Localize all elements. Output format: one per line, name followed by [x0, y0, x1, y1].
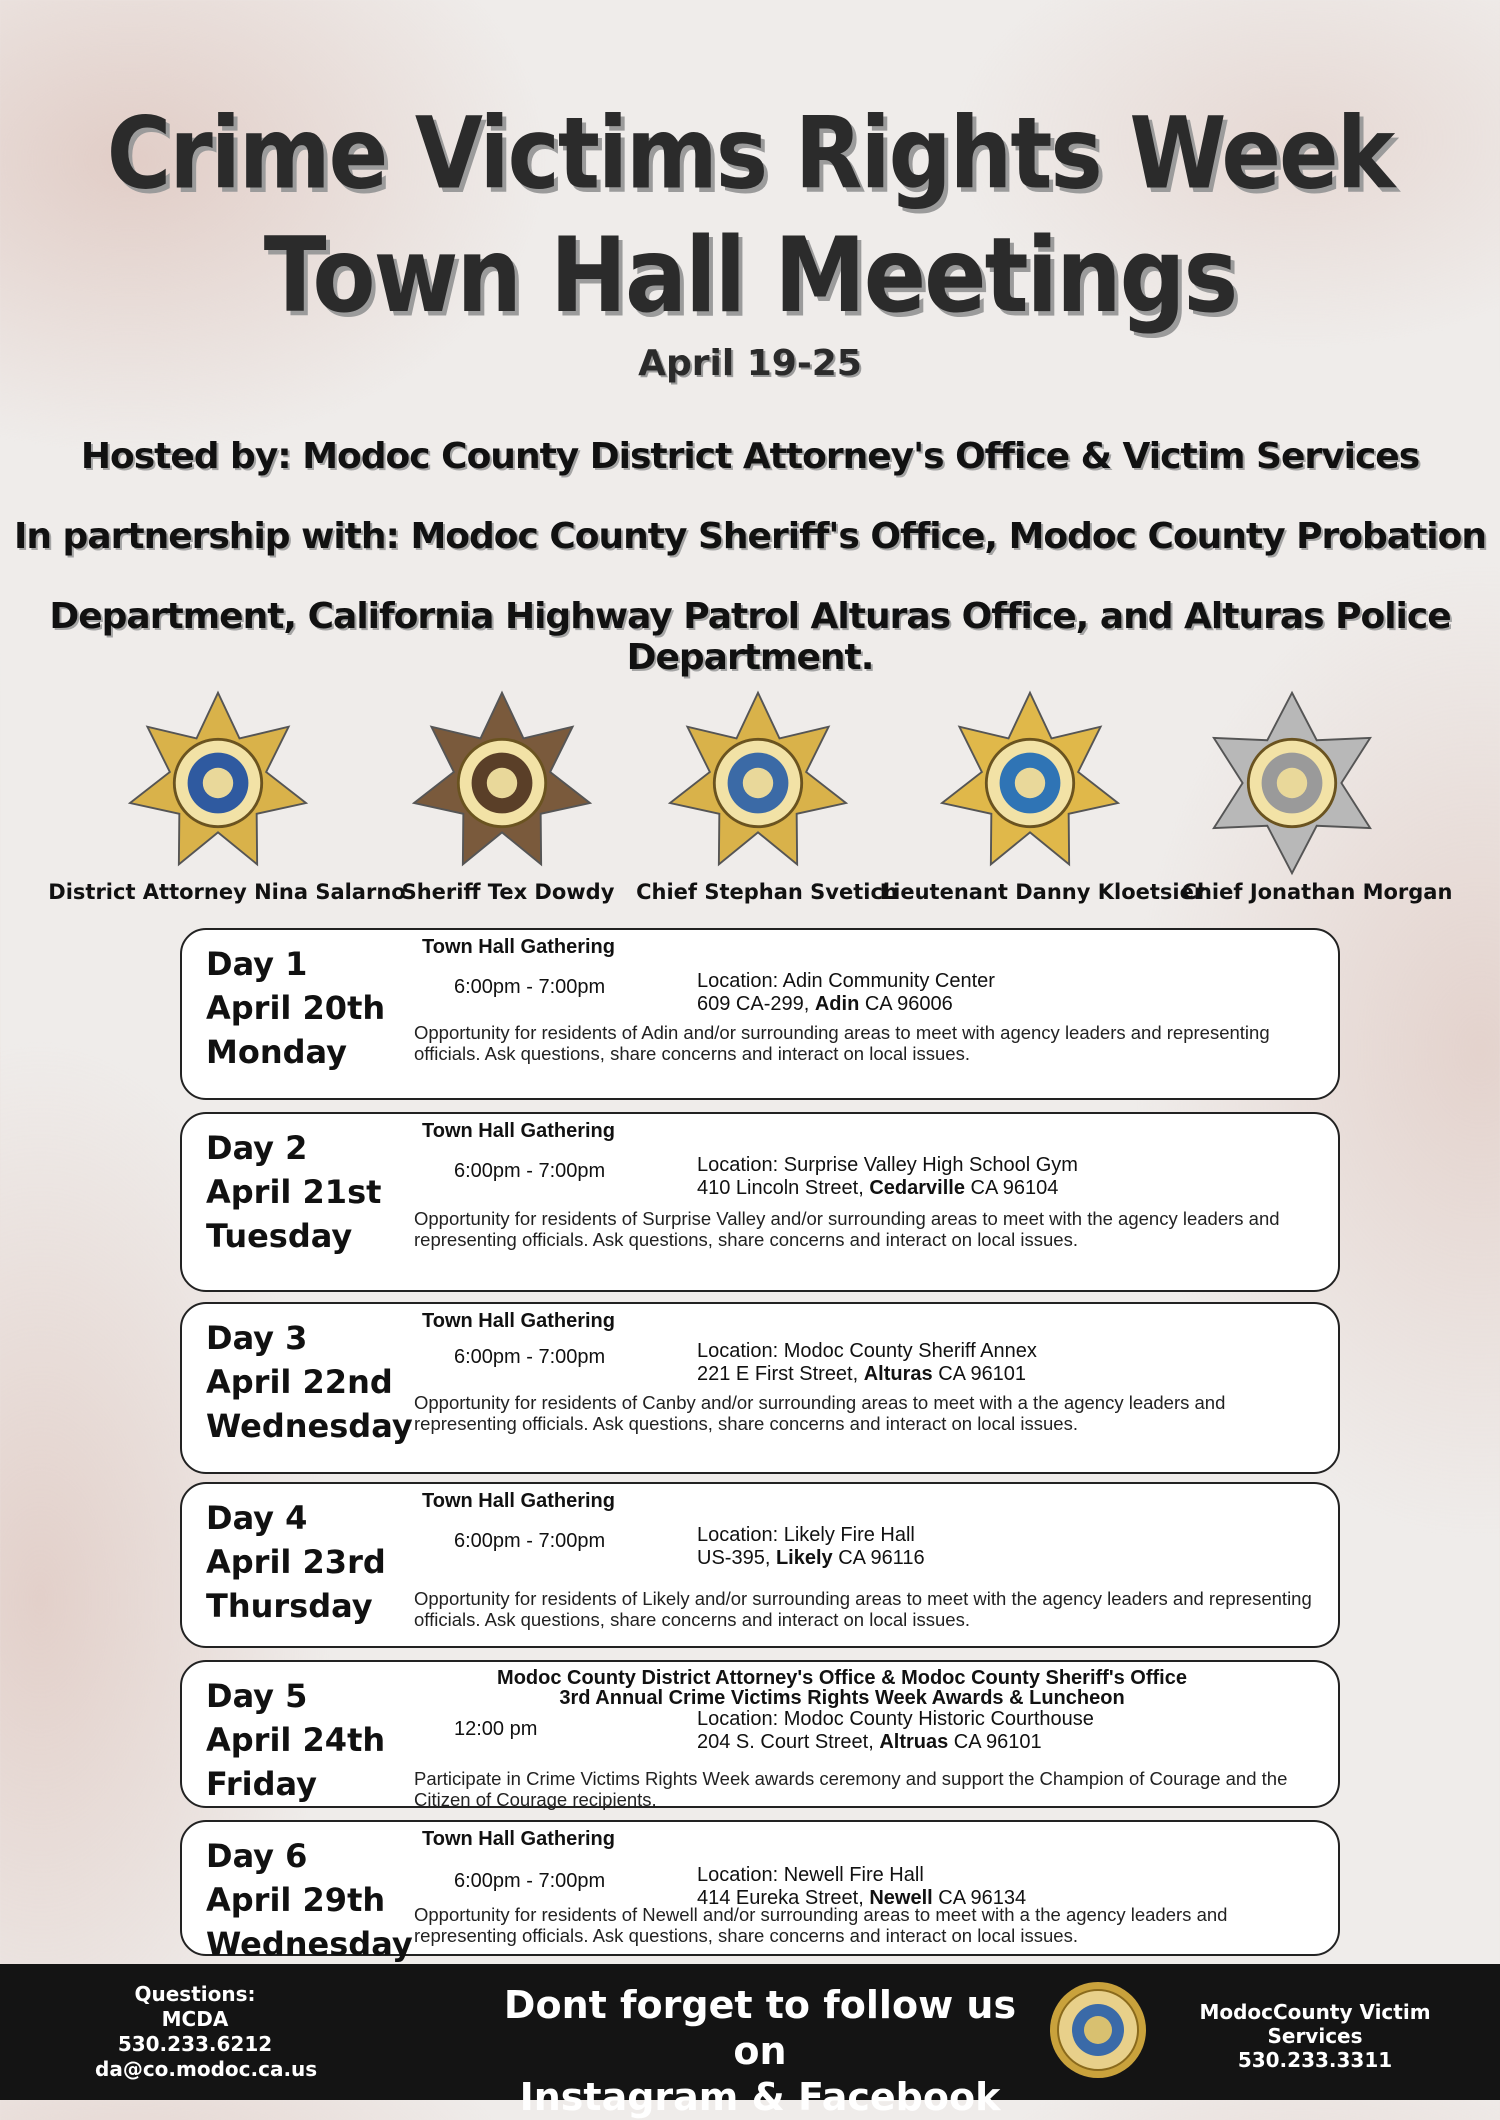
- event-description: Opportunity for residents of Canby and/or surrounding areas to meet with a the agency leaders and representing officials. Ask questions, share concerns and interact on local issues.: [414, 1392, 1226, 1434]
- event-time: 12:00 pm: [454, 1718, 538, 1740]
- event-heading-line-2: 3rd Annual Crime Victims Rights Week Awards & Luncheon: [559, 1687, 1125, 1709]
- location-address: [697, 1731, 1094, 1754]
- address-zip: CA 96116: [838, 1547, 925, 1569]
- event-card: [180, 1112, 1340, 1292]
- location-name: Location: Adin Community Center: [697, 970, 995, 992]
- event-location: [697, 1524, 925, 1570]
- address-city: Cedarville: [869, 1177, 965, 1199]
- badge-star-icon: [1197, 688, 1387, 878]
- day-weekday: Wednesday: [206, 1407, 413, 1445]
- day-number: Day 5: [206, 1677, 308, 1715]
- event-card: [180, 1302, 1340, 1474]
- location-address: [697, 1177, 1078, 1200]
- address-zip: CA 96101: [953, 1731, 1042, 1753]
- event-description: Opportunity for residents of Likely and/or surrounding areas to meet with the agency leaders and representing officials. Ask questions, share concerns and interact on local issues.: [414, 1588, 1312, 1630]
- event-location: [697, 1708, 1094, 1754]
- location-address: [697, 1363, 1037, 1386]
- day-date: April 22nd: [206, 1363, 393, 1401]
- event-time: 6:00pm - 7:00pm: [454, 1530, 606, 1552]
- address-street: 204 S. Court Street,: [697, 1731, 874, 1753]
- location-name: Location: Surprise Valley High School Gym: [697, 1154, 1078, 1176]
- event-card: [180, 1660, 1340, 1808]
- address-city: Alturas: [863, 1363, 933, 1385]
- day-number: Day 4: [206, 1499, 308, 1537]
- event-location: [697, 1154, 1078, 1200]
- address-street: 414 Eureka Street,: [697, 1887, 864, 1909]
- location-address: [697, 1547, 925, 1570]
- event-time: 6:00pm - 7:00pm: [454, 1346, 606, 1368]
- address-city: Likely: [775, 1547, 833, 1569]
- address-street: 410 Lincoln Street,: [697, 1177, 864, 1199]
- badge-star-icon: [935, 688, 1125, 878]
- location-name: Location: Modoc County Sheriff Annex: [697, 1340, 1037, 1362]
- day-number: Day 2: [206, 1129, 308, 1167]
- partnership-line-2: Department, California Highway Patrol Alturas Office, and Alturas Police Department.: [49, 596, 1451, 678]
- day-number: Day 1: [206, 945, 308, 983]
- follow-line-1: Dont forget to follow us on: [503, 1983, 1017, 2073]
- victim-services-phone: 530.233.3311: [1237, 2048, 1393, 2072]
- event-description: Opportunity for residents of Newell and/or surrounding areas to meet with a the agency leaders and representing officials. Ask questions, share concerns and interact on local issues.: [414, 1904, 1228, 1946]
- day-date: April 29th: [206, 1881, 386, 1919]
- follow-line-2: Instagram & Facebook: [519, 2075, 1001, 2119]
- address-city: Adin: [814, 993, 860, 1015]
- location-name: Location: Likely Fire Hall: [697, 1524, 915, 1546]
- event-description: Opportunity for residents of Adin and/or surrounding areas to meet with agency leaders and representing officials. Ask questions, share concerns and interact on local issues.: [414, 1022, 1270, 1064]
- agency-badge: [118, 688, 318, 878]
- day-date: April 24th: [206, 1721, 386, 1759]
- questions-label: Questions:: [134, 1982, 256, 2006]
- address-street: US-395,: [697, 1547, 771, 1569]
- event-time: 6:00pm - 7:00pm: [454, 976, 606, 998]
- agency-badge: [930, 688, 1130, 878]
- event-heading: Town Hall Gathering: [422, 1310, 615, 1332]
- victim-services-contact: [1165, 2000, 1465, 2072]
- event-card: [180, 928, 1340, 1100]
- event-day: [206, 942, 385, 1074]
- location-name: Location: Modoc County Historic Courthouse: [697, 1708, 1094, 1730]
- event-time: 6:00pm - 7:00pm: [454, 1160, 606, 1182]
- location-address: [697, 993, 995, 1016]
- badge-official-name: Sheriff Tex Dowdy: [401, 880, 615, 904]
- location-name: Location: Newell Fire Hall: [697, 1864, 924, 1886]
- event-heading: Town Hall Gathering: [422, 1828, 615, 1850]
- badge-star-icon: [123, 688, 313, 878]
- event-description: Opportunity for residents of Surprise Valley and/or surrounding areas to meet with the agency leaders and representing officials. Ask questions, share concerns and interact on local issues.: [414, 1208, 1280, 1250]
- agency-badge: [402, 688, 602, 878]
- day-weekday: Wednesday: [206, 1925, 413, 1963]
- address-zip: CA 96006: [864, 993, 953, 1015]
- address-city: Newell: [869, 1887, 933, 1909]
- event-day: [206, 1316, 413, 1448]
- day-date: April 23rd: [206, 1543, 386, 1581]
- badge-official-name: Chief Stephan Svetich: [636, 880, 898, 904]
- badge-star-icon: [663, 688, 853, 878]
- event-day: [206, 1496, 386, 1628]
- badge-star-icon: [407, 688, 597, 878]
- victim-services-name: ModocCounty Victim Services: [1199, 2000, 1431, 2048]
- event-card: [180, 1482, 1340, 1648]
- event-description: Participate in Crime Victims Rights Week awards ceremony and support the Champion of Courage and the Citizen of Courage recipients.: [414, 1768, 1288, 1810]
- partnership-line-1: In partnership with: Modoc County Sheriff's Office, Modoc County Probation: [14, 516, 1486, 557]
- agency-badge: [658, 688, 858, 878]
- event-heading: Town Hall Gathering: [422, 1120, 615, 1142]
- day-date: April 20th: [206, 989, 386, 1027]
- questions-email: da@co.modoc.ca.us: [95, 2057, 318, 2081]
- event-dates: April 19-25: [638, 343, 862, 384]
- address-street: 609 CA-299,: [697, 993, 810, 1015]
- event-location: [697, 1340, 1037, 1386]
- event-time: 6:00pm - 7:00pm: [454, 1870, 606, 1892]
- address-zip: CA 96104: [970, 1177, 1059, 1199]
- event-day: [206, 1834, 413, 1966]
- event-heading: Town Hall Gathering: [422, 936, 615, 958]
- address-street: 221 E First Street,: [697, 1363, 859, 1385]
- event-heading: [422, 1668, 1262, 1708]
- agency-badge: [1192, 688, 1392, 878]
- day-weekday: Tuesday: [206, 1217, 353, 1255]
- event-day: [206, 1674, 385, 1806]
- day-number: Day 3: [206, 1319, 308, 1357]
- questions-phone: MCDA 530.233.6212: [117, 2007, 273, 2056]
- hosted-by: Hosted by: Modoc County District Attorney's Office & Victim Services: [80, 436, 1420, 477]
- badge-official-name: Chief Jonathan Morgan: [1181, 880, 1453, 904]
- event-heading: Town Hall Gathering: [422, 1490, 615, 1512]
- event-card: [180, 1820, 1340, 1963]
- victim-services-seal-icon: [1048, 1980, 1148, 2080]
- event-location: [697, 970, 995, 1016]
- badge-official-name: District Attorney Nina Salarno: [48, 880, 406, 904]
- address-zip: CA 96101: [938, 1363, 1027, 1385]
- day-number: Day 6: [206, 1837, 308, 1875]
- questions-contact: [95, 1982, 318, 2082]
- footer: [0, 1964, 1500, 2119]
- address-city: Altruas: [879, 1731, 949, 1753]
- address-zip: CA 96134: [938, 1887, 1027, 1909]
- social-follow: [480, 1982, 1040, 2120]
- day-weekday: Friday: [206, 1765, 317, 1803]
- title-line-2: Town Hall Meetings: [263, 215, 1237, 336]
- day-weekday: Thursday: [206, 1587, 373, 1625]
- badge-official-name: Lieutenant Danny Kloetsier: [879, 880, 1205, 904]
- title-line-1: Crime Victims Rights Week: [106, 95, 1394, 212]
- day-date: April 21st: [206, 1173, 382, 1211]
- day-weekday: Monday: [206, 1033, 347, 1071]
- event-day: [206, 1126, 381, 1258]
- event-heading-line-1: Modoc County District Attorney's Office & Modoc County Sheriff's Office: [497, 1667, 1187, 1689]
